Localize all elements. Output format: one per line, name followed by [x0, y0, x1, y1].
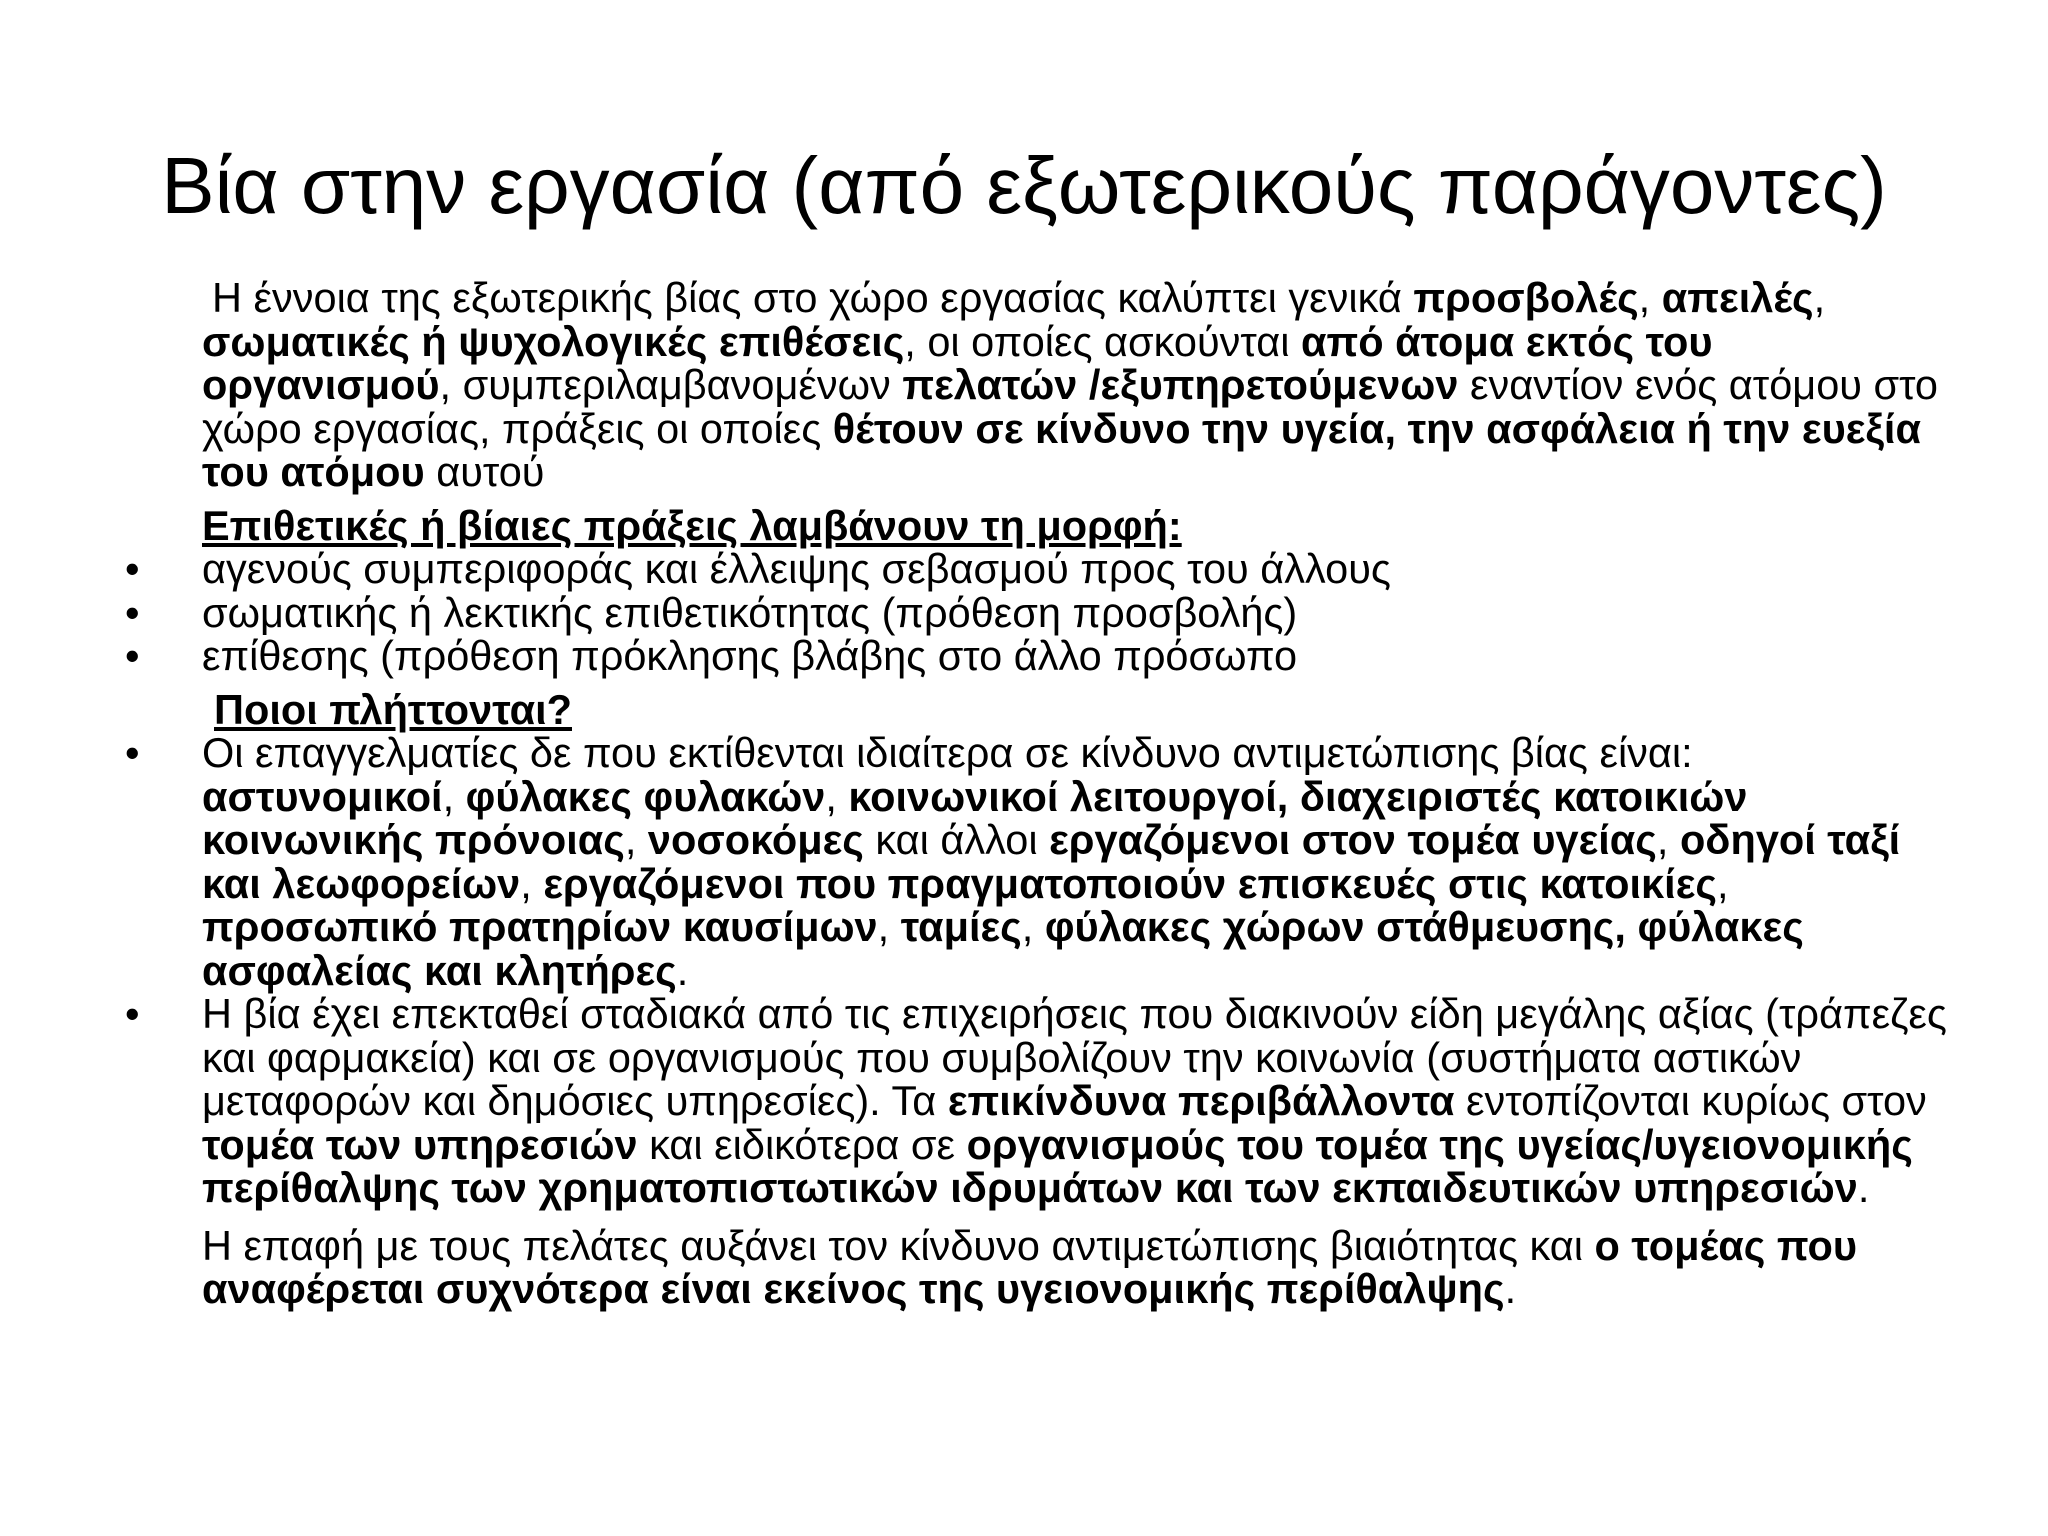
bold-text-run: από άτομα εκτός του οργανισμού — [202, 317, 1713, 408]
heading-forms-text: Επιθετικές ή βίαιες πράξεις λαμβάνουν τη μορφή: — [202, 501, 1182, 549]
list-item-text: αγενούς συμπεριφοράς και έλλειψης σεβασμού προς του άλλους — [202, 545, 1391, 592]
bold-text-run: επικίνδυνα περιβάλλοντα — [947, 1077, 1455, 1124]
bullet-icon: • — [125, 632, 140, 679]
bold-text-run: σωματικές ή ψυχολογικές επιθέσεις — [202, 317, 905, 365]
list-item-text: σωματικής ή λεκτικής επιθετικότητας (πρόθεση προσβολής) — [202, 588, 1298, 636]
text-run: Η βία έχει επεκταθεί σταδιακά από τις επιχειρήσεις που διακινούν είδη μεγάλης αξίας (τράπεζες και φαρμακεία) και σε οργανισμούς που συμβολίζουν την κοινωνία (συστήματα αστικών μεταφορών και δημόσιες υπηρεσίες). Τα — [202, 990, 1947, 1124]
list-item-text: επίθεσης (πρόθεση πρόκλησης βλάβης στο άλλο πρόσωπο — [202, 632, 1298, 679]
text-run: , συμπεριλαμβανομένων — [439, 361, 903, 408]
bold-text-run: οργανισμούς του τομέα της υγείας/υγειονομικής περίθαλψης των χρηματοπιστωτικών ιδρυμάτων και των εκπαιδευτικών υπηρεσιών — [202, 1120, 1913, 1211]
bold-text-run: οδηγοί ταξί και λεωφορείων — [202, 816, 1901, 907]
list-item — [120, 634, 1950, 678]
text-run: , — [825, 772, 849, 820]
text-run: και ειδικότερα σε — [637, 1120, 967, 1168]
bullet-icon: • — [125, 990, 140, 1037]
text-run: Η επαφή με τους πελάτες αυξάνει τον κίνδυνο αντιμετώπισης βιαιότητας και — [202, 1221, 1595, 1269]
bold-text-run: θέτουν σε κίνδυνο την υγεία, την ασφάλεια ή την ευεξία του ατόμου — [202, 404, 1921, 495]
bold-text-run: ταμίες — [900, 903, 1022, 950]
text-run: , — [1638, 274, 1662, 321]
bold-text-run: προσβολές — [1413, 274, 1639, 321]
bullet-icon: • — [125, 588, 140, 636]
bold-text-run: φύλακες χώρων στάθμευσης, φύλακες ασφαλείας και κλητήρες — [202, 903, 1804, 994]
bullet-icon: • — [125, 545, 140, 592]
intro-paragraph — [120, 276, 1950, 494]
text-run: , οι οποίες ασκούνται — [904, 317, 1301, 365]
text-run: Οι επαγγελματίες δε που εκτίθενται ιδιαίτερα σε κίνδυνο αντιμετώπισης βίας είναι: — [202, 729, 1693, 776]
text-run: . — [1504, 1265, 1517, 1312]
text-run: αυτού — [424, 448, 545, 495]
bold-text-run: πελατών /εξυπηρετούμενων — [902, 361, 1459, 408]
text-run: , — [442, 772, 466, 820]
list-item-extension — [120, 992, 1950, 1210]
bold-text-run: απειλές — [1661, 274, 1814, 321]
text-run: , — [1716, 859, 1729, 907]
list-item — [120, 588, 1950, 636]
text-run: εντοπίζονται κυρίως στον — [1454, 1077, 1927, 1124]
closing-paragraph — [120, 1221, 1950, 1312]
bold-text-run: εργαζόμενοι στον τομέα υγείας — [1049, 816, 1657, 863]
text-run: , — [1813, 274, 1826, 321]
bold-text-run: ο τομέας που αναφέρεται συχνότερα είναι εκείνος της υγειονομικής περίθαλψης — [202, 1221, 1857, 1312]
text-run: . — [1857, 1164, 1870, 1211]
bold-text-run: τομέα των υπηρεσιών — [202, 1120, 638, 1168]
text-run: Η έννοια της εξωτερικής βίας στο χώρο εργασίας καλύπτει γενικά — [212, 274, 1414, 321]
text-run: , — [877, 903, 901, 950]
section-heading-forms — [120, 501, 1950, 549]
text-run: . — [676, 946, 689, 994]
list-item-professionals — [120, 731, 1950, 992]
text-run: , — [624, 816, 648, 863]
list-item — [120, 547, 1950, 591]
bold-text-run: νοσοκόμες — [647, 816, 864, 863]
text-run: , — [1021, 903, 1045, 950]
text-run: εναντίον ενός ατόμου στο χώρο εργασίας, πράξεις οι οποίες — [202, 361, 1938, 452]
extension-text — [202, 990, 1947, 1211]
bold-text-run: φύλακες φυλακών — [465, 772, 826, 820]
slide-title: Βία στην εργασία (από εξωτερικούς παράγοντες) — [161, 141, 1887, 230]
text-run: και άλλοι — [863, 816, 1050, 863]
professionals-text — [202, 729, 1900, 994]
bold-text-run: εργαζόμενοι που πραγματοποιούν επισκευές στις κατοικίες — [543, 859, 1717, 907]
bold-text-run: κοινωνικοί λειτουργοί, διαχειριστές κατοικιών κοινωνικής πρόνοιας — [202, 772, 1748, 863]
text-run: , — [1656, 816, 1680, 863]
bullet-icon: • — [125, 729, 140, 776]
text-run: , — [520, 859, 544, 907]
section-heading-affected — [120, 685, 1950, 733]
bold-text-run: προσωπικό πρατηρίων καυσίμων — [202, 903, 878, 950]
heading-affected-text: Ποιοι πλήττονται? — [214, 685, 572, 733]
bold-text-run: αστυνομικοί — [202, 772, 443, 820]
slide-body — [120, 276, 1950, 1311]
